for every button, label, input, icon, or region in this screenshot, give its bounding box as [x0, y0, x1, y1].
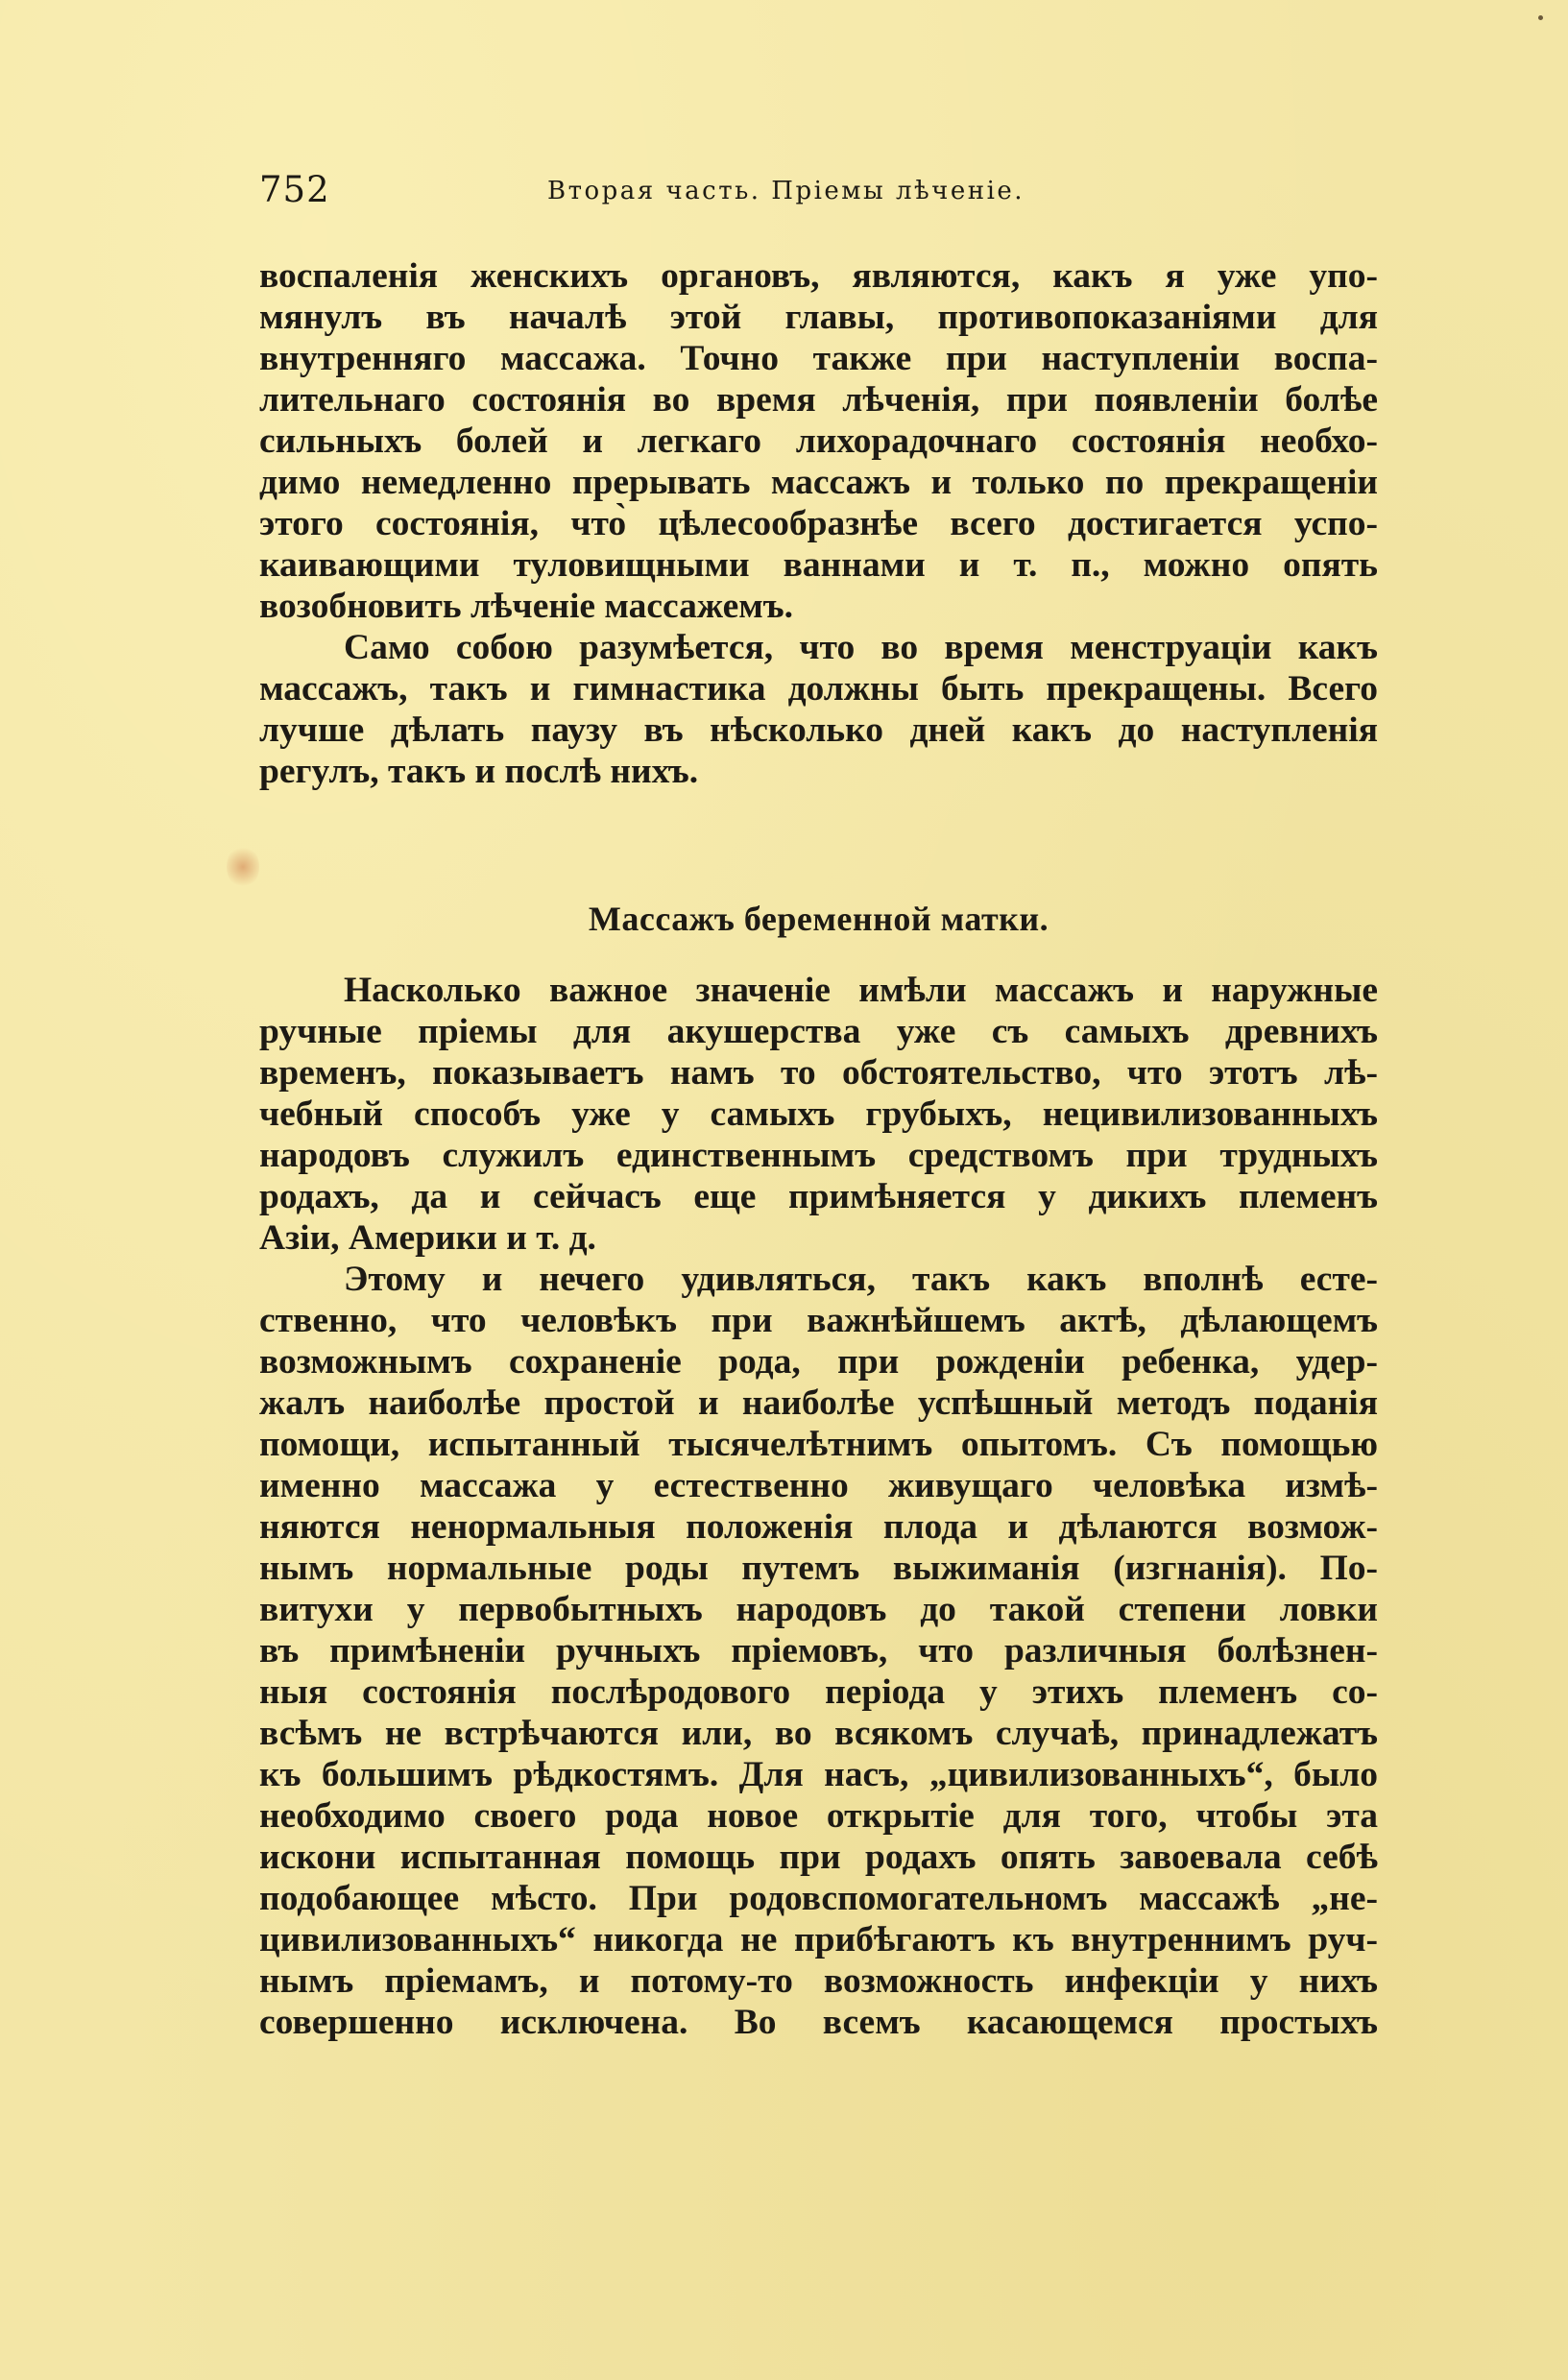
text-line: мянулъ въ началѣ этой главы, противопоказаніями для	[259, 298, 1378, 337]
text-line: массажъ, такъ и гимнастика должны быть прекращены. Всего	[259, 669, 1378, 709]
text-line: необходимо своего рода новое открытіе для того, чтобы эта	[259, 1796, 1378, 1836]
text-line: Само собою разумѣется, что во время менструаціи какъ	[344, 628, 1378, 667]
page-number: 752	[259, 169, 330, 210]
text-line: внутренняго массажа. Точно также при наступленіи воспа-	[259, 339, 1378, 378]
running-head	[259, 169, 1325, 217]
section-heading: Массажъ беременной матки.	[588, 900, 1049, 938]
text-line: няются ненормальныя положенія плода и дѣлаются возмож-	[259, 1507, 1378, 1547]
text-line: ственно, что человѣкъ при важнѣйшемъ актѣ, дѣлающемъ	[259, 1301, 1378, 1340]
text-line: къ большимъ рѣдкостямъ. Для насъ, „цивилизованныхъ“, было	[259, 1755, 1378, 1794]
text-line: лучше дѣлать паузу въ нѣсколько дней какъ до наступленія	[259, 710, 1378, 750]
text-line: возобновить лѣченіе массажемъ.	[259, 587, 794, 626]
text-line: каивающими туловищными ваннами и т. п., можно опять	[259, 545, 1378, 585]
text-line: нымъ нормальные роды путемъ выжиманія (изгнанія). По-	[259, 1549, 1378, 1588]
text-line: димо немедленно прерывать массажъ и только по прекращеніи	[259, 463, 1378, 502]
running-head-title: Вторая часть. Пріемы лѣченіе.	[547, 177, 1025, 205]
text-line: совершенно исключена. Во всемъ касающемся простыхъ	[259, 2003, 1378, 2042]
text-line: этого состоянія, что̀ цѣлесообразнѣе всего достигается успо-	[259, 504, 1378, 543]
paragraph-natural-method	[259, 1259, 1378, 2043]
text-line: искони испытанная помощь при родахъ опять завоевала себѣ	[259, 1838, 1378, 1877]
text-line: Насколько важное значеніе имѣли массажъ и наружные	[344, 971, 1378, 1010]
text-line: чебный способъ уже у самыхъ грубыхъ, нецивилизованныхъ	[259, 1094, 1378, 1134]
text-line: сильныхъ болей и легкаго лихорадочнаго состоянія необхо-	[259, 421, 1378, 461]
text-line: Этому и нечего удивляться, такъ какъ вполнѣ есте-	[344, 1260, 1378, 1299]
text-line: ныя состоянія послѣродового періода у этихъ племенъ со-	[259, 1672, 1378, 1712]
paper-stain	[227, 845, 259, 889]
text-line: воспаленія женскихъ органовъ, являются, какъ я уже упо-	[259, 256, 1378, 296]
text-line: въ примѣненіи ручныхъ пріемовъ, что различныя болѣзнен-	[259, 1631, 1378, 1671]
paragraph-history	[259, 970, 1378, 1259]
text-line: народовъ служилъ единственнымъ средствомъ при трудныхъ	[259, 1136, 1378, 1175]
text-line: цивилизованныхъ“ никогда не прибѣгаютъ къ внутреннимъ руч-	[259, 1920, 1378, 1959]
text-line: ручные пріемы для акушерства уже съ самыхъ древнихъ	[259, 1012, 1378, 1051]
text-line: Азіи, Америки и т. д.	[259, 1218, 596, 1258]
text-line: подобающее мѣсто. При родовспомогательномъ массажѣ „не-	[259, 1879, 1378, 1918]
text-line: лительнаго состоянія во время лѣченія, при появленіи болѣе	[259, 380, 1378, 420]
text-line: регулъ, такъ и послѣ нихъ.	[259, 752, 699, 791]
print-speck	[1538, 15, 1543, 20]
text-line: нымъ пріемамъ, и потому-то возможность инфекціи у нихъ	[259, 1961, 1378, 2001]
paragraph-continued	[259, 255, 1378, 627]
text-line: всѣмъ не встрѣчаются или, во всякомъ случаѣ, принадлежатъ	[259, 1714, 1378, 1753]
text-line: родахъ, да и сейчасъ еще примѣняется у дикихъ племенъ	[259, 1177, 1378, 1216]
text-line: именно массажа у естественно живущаго человѣка измѣ-	[259, 1466, 1378, 1505]
text-line: помощи, испытанный тысячелѣтнимъ опытомъ. Съ помощью	[259, 1425, 1378, 1464]
paragraph-menstruation	[259, 627, 1378, 792]
text-line: возможнымъ сохраненіе рода, при рожденіи ребенка, удер-	[259, 1342, 1378, 1382]
text-line: временъ, показываетъ намъ то обстоятельство, что этотъ лѣ-	[259, 1053, 1378, 1093]
text-line: витухи у первобытныхъ народовъ до такой степени ловки	[259, 1590, 1378, 1629]
text-line: жалъ наиболѣе простой и наиболѣе успѣшный методъ поданія	[259, 1383, 1378, 1423]
